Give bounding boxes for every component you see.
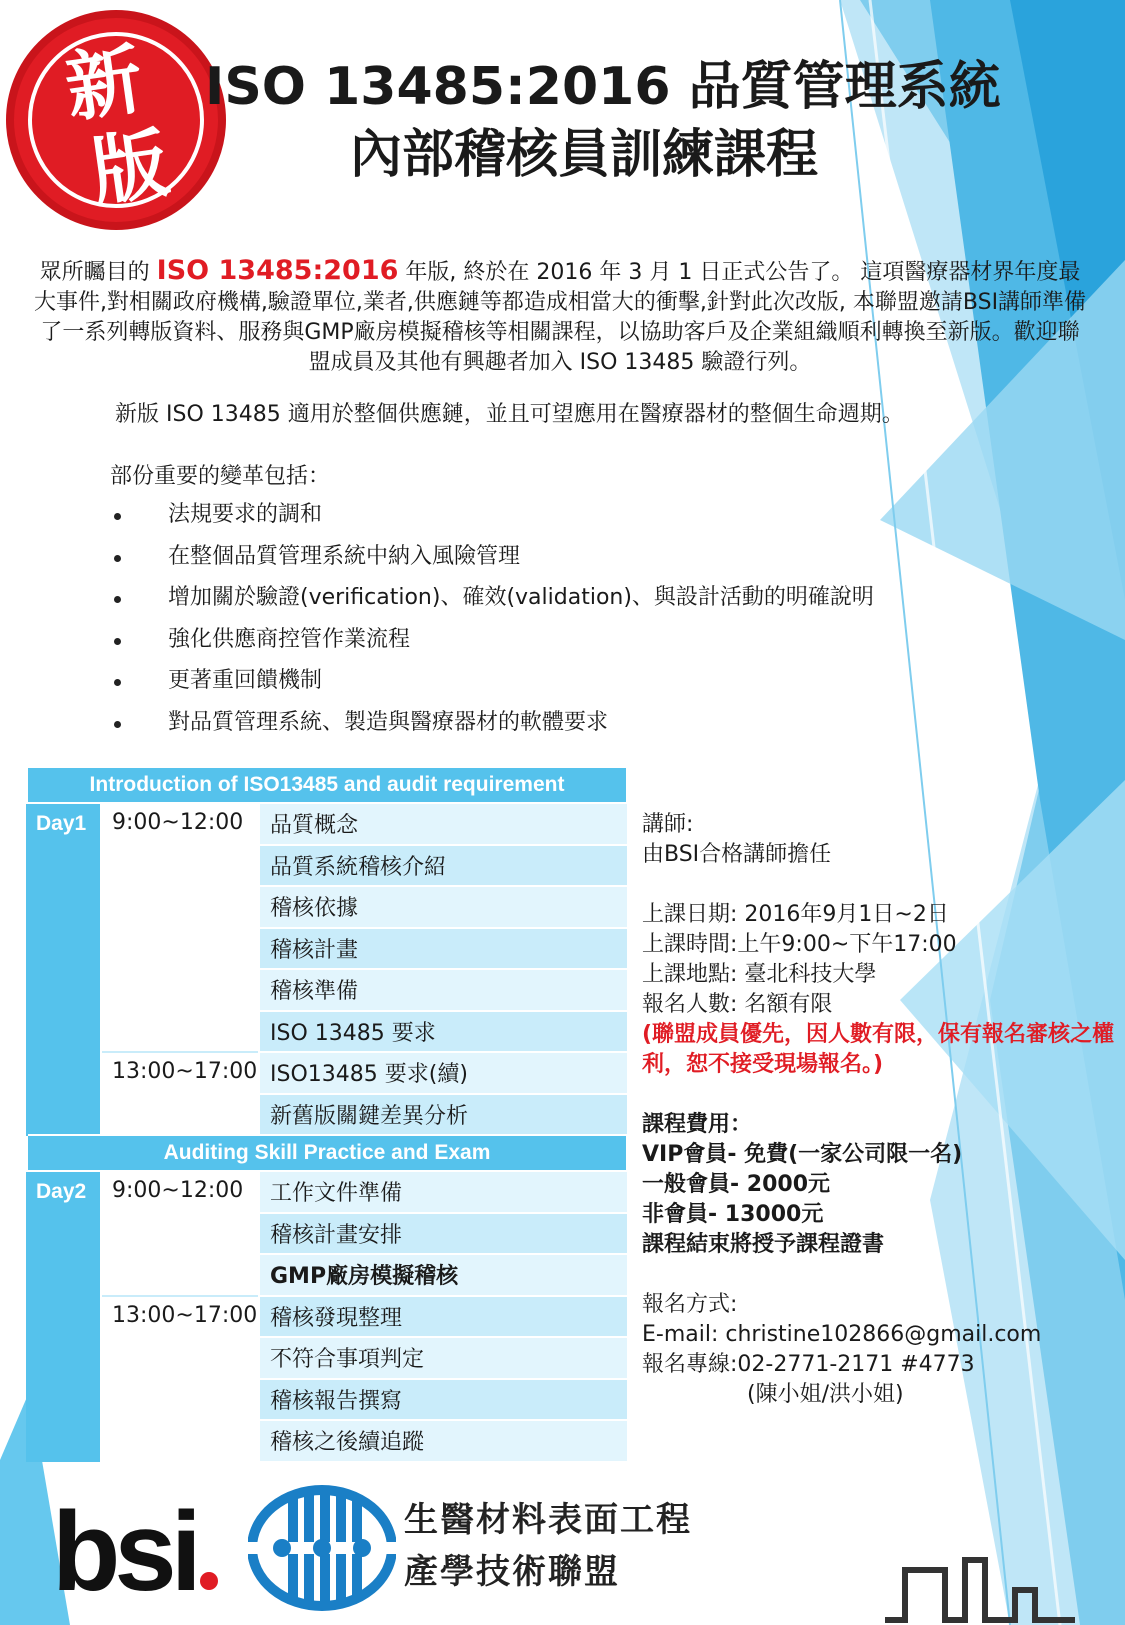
alliance-name-line1: 生醫材料表面工程 — [404, 1500, 692, 1540]
day-1-pm-time: 13:00~17:00 — [101, 1052, 259, 1135]
topic-cell: 新舊版關鍵差異分析 — [259, 1094, 627, 1136]
instructor-label: 講師: — [642, 812, 694, 837]
course-location: 上課地點: 臺北科技大學 — [642, 962, 877, 987]
list-item — [110, 542, 990, 584]
section-header — [27, 767, 627, 803]
course-info — [642, 810, 1122, 1410]
signup-contact: (陳小姐/洪小姐) — [747, 1382, 904, 1407]
course-date: 上課日期: 2016年9月1日~2日 — [642, 902, 949, 927]
list-item-text: 強化供應商控管作業流程 — [168, 626, 411, 652]
day-2-label: Day2 — [27, 1171, 101, 1462]
bullet-icon — [114, 513, 121, 520]
bullet-icon — [114, 679, 121, 686]
table-row — [27, 1171, 627, 1213]
day-1-am-time: 9:00~12:00 — [101, 803, 259, 1052]
course-capacity: 報名人數: 名額有限 — [642, 992, 833, 1017]
section-2-title: Auditing Skill Practice and Exam — [27, 1135, 627, 1171]
topic-cell: 品質概念 — [259, 803, 627, 845]
list-item — [110, 708, 990, 750]
bullet-icon — [114, 638, 121, 645]
stamp-char-2: 版 — [86, 118, 174, 217]
list-item-text: 更著重回饋機制 — [168, 668, 323, 693]
list-item — [110, 583, 990, 625]
topic-cell: 工作文件準備 — [259, 1171, 627, 1213]
signup-label: 報名方式: — [642, 1292, 738, 1317]
new-version-stamp — [6, 10, 226, 230]
signup-email[interactable]: E-mail: christine102866@gmail.com — [642, 1322, 1042, 1347]
list-item-text: 增加關於驗證(verification)、確效(validation)、與設計活動的明確說明 — [168, 585, 874, 610]
list-item — [110, 625, 990, 667]
topic-cell: ISO 13485 要求 — [259, 1011, 627, 1053]
signup-phone[interactable]: 報名專線:02-2771-2171 #4773 — [642, 1352, 975, 1377]
topic-cell: 稽核之後續追蹤 — [259, 1420, 627, 1462]
topic-cell: 稽核計畫安排 — [259, 1213, 627, 1255]
bullet-icon — [114, 596, 121, 603]
certificate-note: 課程結束將授予課程證書 — [642, 1232, 885, 1257]
list-item-text: 對品質管理系統、製造與醫療器材的軟體要求 — [168, 709, 609, 735]
topic-cell: 稽核準備 — [259, 969, 627, 1011]
bsi-logo-text: bsi — [52, 1489, 196, 1614]
topic-cell: 稽核依據 — [259, 886, 627, 928]
day-2-pm-time: 13:00~17:00 — [101, 1296, 259, 1462]
course-time: 上課時間:上午9:00~下午17:00 — [642, 932, 957, 957]
course-schedule-table — [26, 766, 628, 1463]
list-item-text: 在整個品質管理系統中納入風險管理 — [168, 543, 521, 569]
building-skyline-icon — [885, 1550, 1075, 1625]
topic-cell: 稽核報告撰寫 — [259, 1379, 627, 1421]
table-row — [27, 803, 627, 845]
topic-cell: 品質系統稽核介紹 — [259, 845, 627, 887]
bullet-icon — [114, 555, 121, 562]
bullet-icon — [114, 721, 121, 728]
day-1-label: Day1 — [27, 803, 101, 1135]
bsi-logo — [52, 1489, 218, 1614]
topic-cell: 稽核發現整理 — [259, 1296, 627, 1338]
table-row — [27, 1296, 627, 1338]
scope-paragraph: 新版 ISO 13485 適用於整個供應鏈，並且可望應用在醫療器材的整個生命週期。 — [115, 402, 904, 427]
topic-cell: GMP廠房模擬稽核 — [259, 1254, 627, 1296]
topic-cell: ISO13485 要求(續) — [259, 1052, 627, 1094]
topic-cell: 不符合事項判定 — [259, 1337, 627, 1379]
table-row — [27, 1052, 627, 1094]
alliance-logo-icon — [248, 1484, 396, 1612]
list-item — [110, 666, 990, 708]
alliance-name-line2: 產學技術聯盟 — [404, 1552, 620, 1592]
changes-heading: 部份重要的變革包括： — [110, 464, 331, 489]
registration-notice: (聯盟成員優先，因人數有限，保有報名審核之權利，恕不接受現場報名。) — [642, 1022, 1115, 1077]
topic-cell: 稽核計畫 — [259, 928, 627, 970]
list-item-text: 法規要求的調和 — [168, 502, 323, 527]
intro-after: 年版, 終於在 2016 年 3 月 1 日正式公告了。 這項醫療器材界年度最大事件,對相關政府機構,驗證單位,業者,供應鏈等都造成相當大的衝擊,針對此次改版, 本聯盟邀請BSI講師準備了一系列轉版資料、服務與GMP廠房模擬稽核等相關課程，以協助客戶及企業組織順利轉換至新版。歡迎聯盟成員及其他有興趣者加入 ISO 13485 驗證行列。 — [33, 260, 1087, 375]
intro-highlight: ISO 13485:2016 — [156, 255, 399, 286]
fee-general: 一般會員- 2000元 — [642, 1172, 831, 1197]
instructor-value: 由BSI合格講師擔任 — [642, 842, 832, 867]
bsi-logo-dot — [200, 1572, 218, 1590]
page-subtitle: 內部稽核員訓練課程 — [350, 125, 819, 185]
fee-label: 課程費用： — [642, 1112, 753, 1137]
fee-non-member: 非會員- 13000元 — [642, 1202, 824, 1227]
changes-list — [110, 500, 990, 749]
day-2-am-time: 9:00~12:00 — [101, 1171, 259, 1296]
section-1-title: Introduction of ISO13485 and audit requirement — [27, 767, 627, 803]
intro-before: 眾所矚目的 — [39, 260, 157, 285]
fee-vip: VIP會員- 免費(一家公司限一名) — [642, 1142, 963, 1167]
page-title: ISO 13485:2016 品質管理系統 — [205, 57, 1001, 117]
intro-paragraph — [30, 256, 1090, 378]
stamp-char-1: 新 — [60, 34, 148, 133]
list-item — [110, 500, 990, 542]
section-header — [27, 1135, 627, 1171]
